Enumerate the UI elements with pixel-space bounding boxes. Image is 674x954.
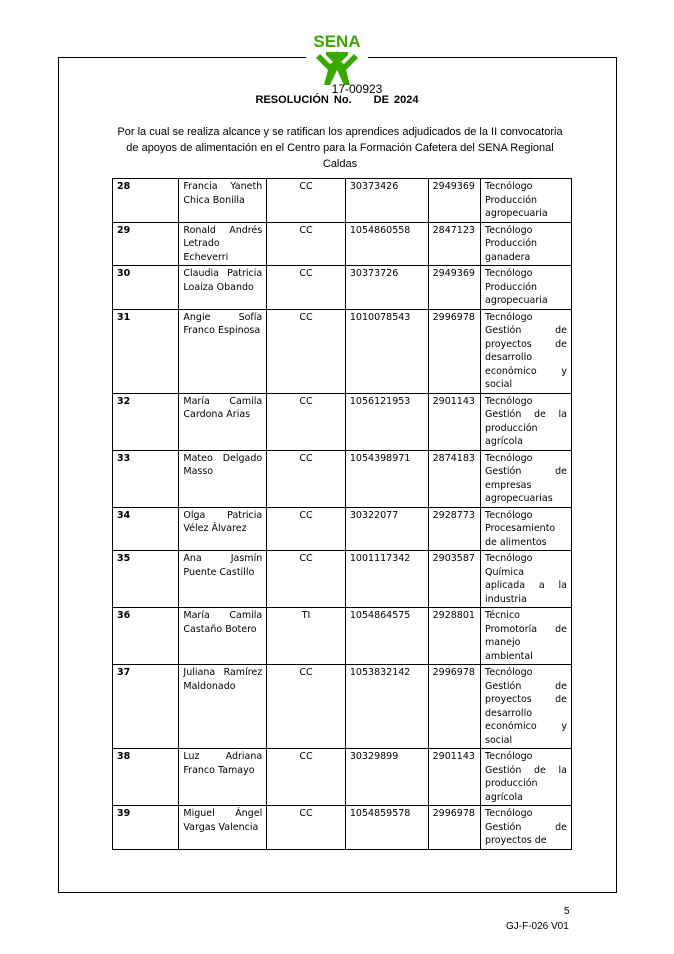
frame-top-right — [368, 57, 617, 58]
program-name: Tecnólogo Procesamiento de alimentos — [481, 507, 572, 551]
frame-right — [616, 57, 617, 893]
program-code: 2928801 — [428, 608, 480, 665]
row-number: 28 — [113, 179, 179, 223]
row-number: 39 — [113, 806, 179, 850]
document-type: CC — [267, 393, 346, 450]
resolution-title-suffix: DE 2024 — [373, 94, 419, 106]
apprentice-name: María Camila Castaño Botero — [179, 608, 267, 665]
table-row — [113, 665, 572, 749]
program-code: 2949369 — [428, 266, 480, 310]
row-number: 37 — [113, 665, 179, 749]
document-type: CC — [267, 450, 346, 507]
document-id: 30373726 — [345, 266, 428, 310]
document-type: TI — [267, 608, 346, 665]
document-code: GJ-F-026 V01 — [506, 921, 569, 932]
apprentice-name: Ronald Andrés Letrado Echeverri — [179, 222, 267, 266]
program-name: Tecnólogo Producción ganadera — [481, 222, 572, 266]
page-number: 5 — [564, 906, 570, 917]
apprentice-name: Mateo Delgado Masso — [179, 450, 267, 507]
apprentice-name: Juliana Ramírez Maldonado — [179, 665, 267, 749]
program-code: 2996978 — [428, 309, 480, 393]
document-type: CC — [267, 179, 346, 223]
document-id: 1054398971 — [345, 450, 428, 507]
document-type: CC — [267, 266, 346, 310]
program-code: 2901143 — [428, 393, 480, 450]
document-id: 1054860558 — [345, 222, 428, 266]
document-id: 1010078543 — [345, 309, 428, 393]
program-code: 2996978 — [428, 806, 480, 850]
document-id: 30322077 — [345, 507, 428, 551]
document-type: CC — [267, 507, 346, 551]
sena-logo-text: SENA — [313, 32, 361, 51]
program-name: Tecnólogo Gestión de la producción agrícola — [481, 393, 572, 450]
row-number: 32 — [113, 393, 179, 450]
table-row — [113, 450, 572, 507]
table-row — [113, 749, 572, 806]
program-code: 2996978 — [428, 665, 480, 749]
document-id: 1054859578 — [345, 806, 428, 850]
resolution-subject: Por la cual se realiza alcance y se ratifican los aprendices adjudicados de la II convocatoria de apoyos de alimentación en el Centro para la Formación Cafetera del SENA Regional Caldas — [117, 126, 563, 170]
table-row — [113, 551, 572, 608]
resolution-number: 17-00923 — [331, 82, 383, 96]
program-name: Técnico Promotoría de manejo ambiental — [481, 608, 572, 665]
frame-left — [58, 57, 59, 893]
document-id: 30329899 — [345, 749, 428, 806]
table-row — [113, 608, 572, 665]
document-id: 1001117342 — [345, 551, 428, 608]
frame-bottom — [58, 892, 617, 893]
document-id: 30373426 — [345, 179, 428, 223]
document-type: CC — [267, 806, 346, 850]
apprentice-name: Ana Jasmín Puente Castillo — [179, 551, 267, 608]
program-code: 2903587 — [428, 551, 480, 608]
document-id: 1056121953 — [345, 393, 428, 450]
apprentice-name: Luz Adriana Franco Tamayo — [179, 749, 267, 806]
document-type: CC — [267, 309, 346, 393]
resolution-title-prefix: RESOLUCIÓN No. — [255, 94, 352, 106]
row-number: 29 — [113, 222, 179, 266]
apprentice-name: Claudia Patricia Loaiza Obando — [179, 266, 267, 310]
sena-logo — [306, 30, 368, 86]
apprentice-name: Olga Patricia Vélez Álvarez — [179, 507, 267, 551]
row-number: 30 — [113, 266, 179, 310]
program-name: Tecnólogo Gestión de empresas agropecuarias — [481, 450, 572, 507]
table-row — [113, 179, 572, 223]
program-name: Tecnólogo Producción agropecuaria — [481, 179, 572, 223]
document-id: 1053832142 — [345, 665, 428, 749]
document-type: CC — [267, 551, 346, 608]
frame-top-left — [58, 57, 306, 58]
table-row — [113, 393, 572, 450]
program-name: Tecnólogo Gestión de la producción agrícola — [481, 749, 572, 806]
row-number: 31 — [113, 309, 179, 393]
program-name: Tecnólogo Gestión de proyectos de desarrollo económico y social — [481, 309, 572, 393]
program-code: 2847123 — [428, 222, 480, 266]
row-number: 36 — [113, 608, 179, 665]
apprentice-name: María Camila Cardona Arias — [179, 393, 267, 450]
table-row — [113, 806, 572, 850]
document-type: CC — [267, 222, 346, 266]
row-number: 38 — [113, 749, 179, 806]
program-code: 2949369 — [428, 179, 480, 223]
program-code: 2874183 — [428, 450, 480, 507]
resolution-title — [0, 94, 674, 106]
table-row — [113, 222, 572, 266]
apprentice-name: Miguel Ángel Vargas Valencia — [179, 806, 267, 850]
document-id: 1054864575 — [345, 608, 428, 665]
program-name: Tecnólogo Gestión de proyectos de — [481, 806, 572, 850]
program-name: Tecnólogo Gestión de proyectos de desarrollo económico y social — [481, 665, 572, 749]
apprentice-name: Francia Yaneth Chica Bonilla — [179, 179, 267, 223]
row-number: 34 — [113, 507, 179, 551]
apprentice-name: Angie Sofía Franco Espinosa — [179, 309, 267, 393]
document-type: CC — [267, 749, 346, 806]
table-row — [113, 309, 572, 393]
program-code: 2928773 — [428, 507, 480, 551]
program-code: 2901143 — [428, 749, 480, 806]
table-row — [113, 507, 572, 551]
program-name: Tecnólogo Producción agropecuaria — [481, 266, 572, 310]
program-name: Tecnólogo Química aplicada a la industria — [481, 551, 572, 608]
apprentices-table — [112, 178, 572, 850]
document-type: CC — [267, 665, 346, 749]
row-number: 33 — [113, 450, 179, 507]
table-row — [113, 266, 572, 310]
row-number: 35 — [113, 551, 179, 608]
